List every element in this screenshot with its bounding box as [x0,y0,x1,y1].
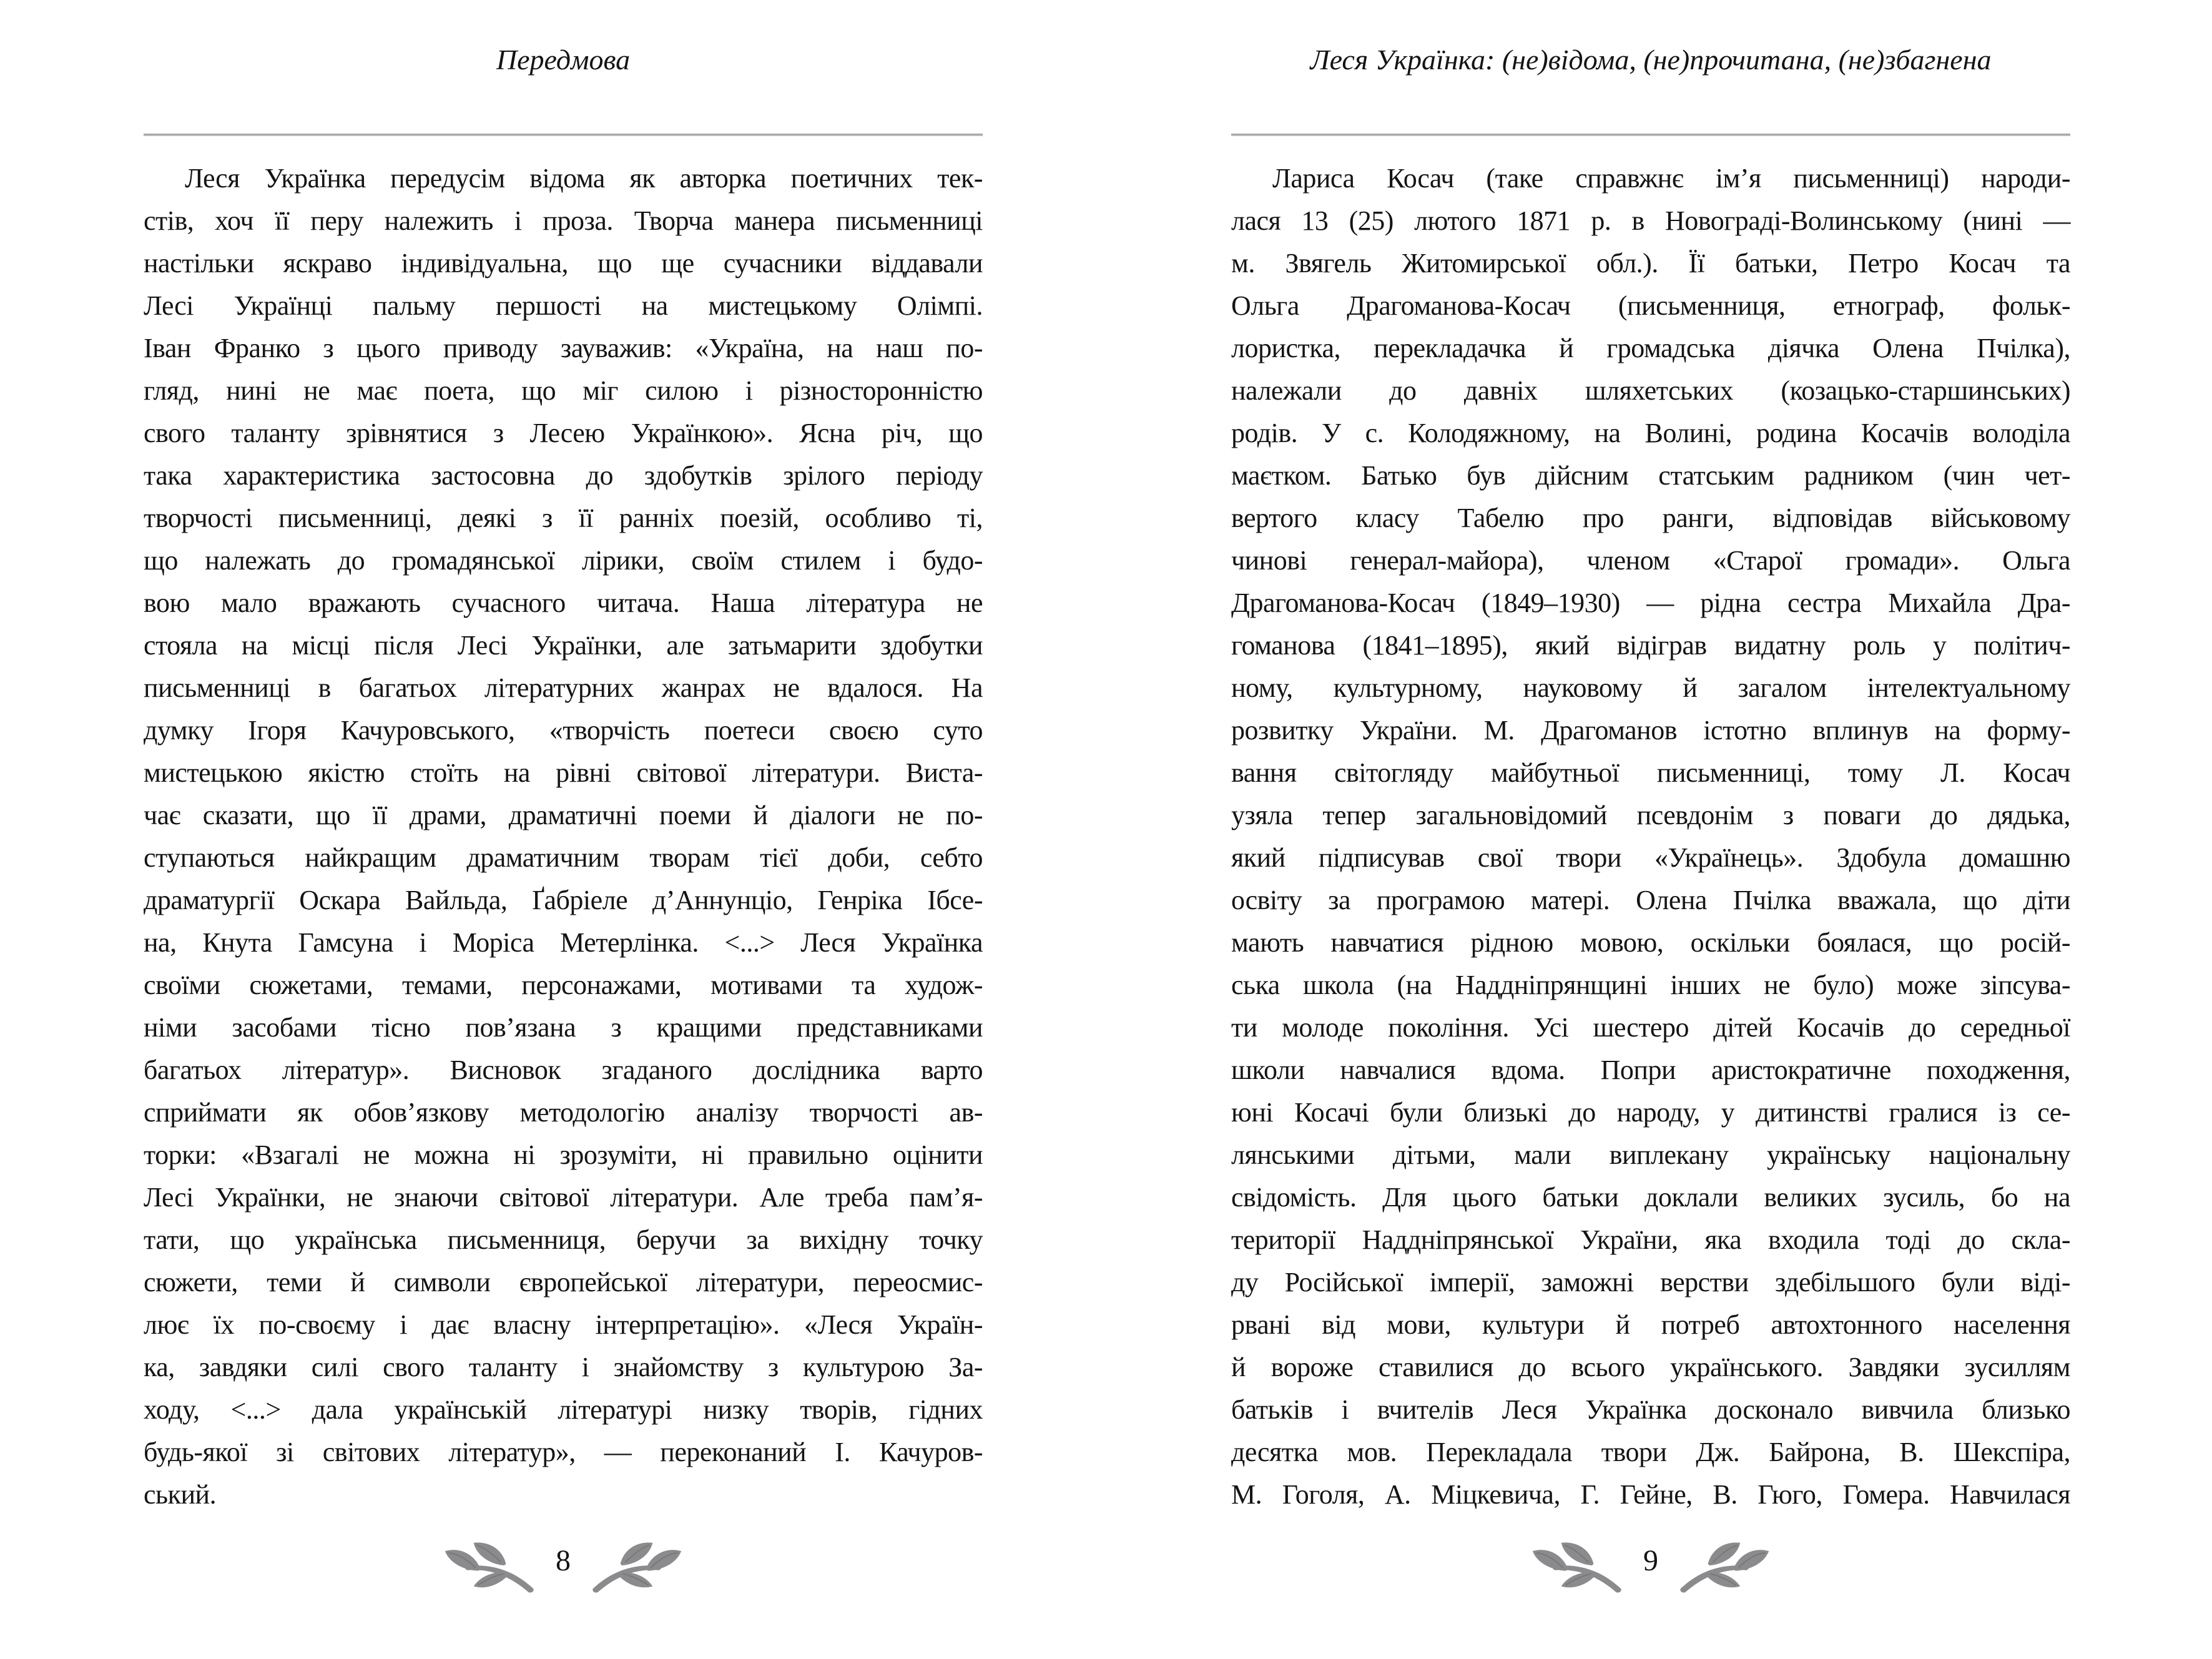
text-line: рвані від мови, культури й потреб автохтонного населення [1231,1309,2070,1340]
text-line: М. Гоголя, А. Міцкевича, Г. Гейне, В. Гюго, Гомера. Навчилася [1231,1479,2070,1510]
right-page-footer [1231,1524,2070,1611]
text-line: письменниці в багатьох літературних жанрах не вдалося. На [144,672,983,703]
text-line: Ольга Драгоманова-Косач (письменниця, етнограф, фольк- [1231,290,2070,321]
text-line: багатьох літератур». Висновок згаданого дослідника варто [144,1055,983,1085]
left-page-text [144,157,983,1516]
text-line: й вороже ставилися до всього українського. Завдяки зусиллям [1231,1352,2070,1382]
text-line: узяла тепер загальновідомий псевдонім з поваги до дядька, [1231,800,2070,830]
text-line: ський. [144,1479,217,1510]
text-line: німи засобами тісно пов’язана з кращими представниками [144,1012,983,1043]
text-line: торки: «Взагалі не можна ні зрозуміти, ні правильно оцінити [144,1140,983,1170]
text-line: школи навчалися вдома. Попри аристократичне походження, [1231,1055,2070,1085]
text-line: ка, завдяки силі свого таланту і знайомству з культурою За- [144,1352,983,1382]
text-line: свідомість. Для цього батьки доклали великих зусиль, бо на [1231,1182,2070,1213]
text-line: ти молоде покоління. Усі шестеро дітей Косачів до середньої [1231,1012,2070,1043]
left-header-rule [144,134,983,136]
laurel-branch-icon [1517,1537,1625,1597]
text-line: гоманова (1841–1895), який відіграв видатну роль у політич- [1231,630,2070,661]
right-page-text [1231,157,2070,1516]
text-line: ходу, <...> дала українській літературі низку творів, гідних [144,1394,983,1425]
text-line: м. Звягель Житомирської обл.). Її батьки, Петро Косач та [1231,248,2070,278]
text-line: ська школа (на Наддніпрянщині інших не було) може зіпсува- [1231,970,2070,1000]
text-line: розвитку України. М. Драгоманов істотно вплинув на форму- [1231,715,2070,746]
text-line: сприймати як обов’язкову методологію аналізу творчості ав- [144,1097,983,1128]
left-page-number: 8 [556,1544,571,1577]
right-page-number: 9 [1643,1544,1658,1577]
text-line: своїми сюжетами, темами, персонажами, мотивами та худож- [144,970,983,1000]
text-line: мають навчатися рідною мовою, оскільки боялася, що росій- [1231,927,2070,958]
text-line: родів. У с. Колодяжному, на Волині, родина Косачів володіла [1231,418,2070,448]
text-line: думку Ігоря Качуровського, «творчість поетеси своєю суто [144,715,983,746]
left-page [144,0,983,1659]
text-line: стів, хоч її перу належить і проза. Творча манера письменниці [144,205,983,236]
text-line: на, Кнута Гамсуна і Моріса Метерлінка. <...> Леся Українка [144,927,983,958]
text-line: Лесі Українки, не знаючи світової літератури. Але треба пам’я- [144,1182,983,1213]
text-line: ному, культурному, науковому й загалом інтелектуальному [1231,672,2070,703]
text-line: юні Косачі були близькі до народу, у дитинстві гралися із се- [1231,1097,2070,1128]
text-line: належали до давніх шляхетських (козацько-старшинських) [1231,375,2070,406]
text-line: сюжети, теми й символи європейської літератури, переосмис- [144,1267,983,1297]
text-line: лася 13 (25) лютого 1871 р. в Новограді-Волинському (нині — [1231,205,2070,236]
text-line: драматургії Оскара Вайльда, Ґабріеле д’Аннунціо, Генріка Ібсе- [144,885,983,915]
text-line: лює їх по-своєму і дає власну інтерпретацію». «Леся Україн- [144,1309,983,1340]
text-line: тати, що українська письменниця, беручи за вихідну точку [144,1224,983,1255]
text-line: ду Російської імперії, заможні верстви здебільшого були віді- [1231,1267,2070,1297]
text-line: ступаються найкращим драматичним творам тієї доби, себто [144,842,983,873]
text-line: гляд, нині не має поета, що міг силою і різносторонністю [144,375,983,406]
text-line: вання світогляду майбутньої письменниці, тому Л. Косач [1231,757,2070,788]
right-running-header: Леся Українка: (не)відома, (не)прочитана, (не)збагнена [1310,44,1992,76]
text-line: Лесі Українці пальму першості на мистецькому Олімпі. [144,290,983,321]
text-line: Леся Українка передусім відома як авторка поетичних тек- [185,163,983,194]
text-line: така характеристика застосовна до здобутків зрілого періоду [144,460,983,491]
text-line: мистецькою якістю стоїть на рівні світової літератури. Виста- [144,757,983,788]
text-line: свого таланту зрівнятися з Лесею Українкою». Ясна річ, що [144,418,983,448]
right-page [1231,0,2070,1659]
text-line: батьків і вчителів Леся Українка досконало вивчила близько [1231,1394,2070,1425]
laurel-branch-icon [589,1537,697,1597]
text-line: настільки яскраво індивідуальна, що ще сучасники віддавали [144,248,983,278]
text-line: що належать до громадянської лірики, своїм стилем і будо- [144,545,983,576]
text-line: вою мало вражають сучасного читача. Наша література не [144,588,983,618]
left-running-header: Передмова [496,44,631,76]
text-line: Іван Франко з цього приводу зауважив: «Україна, на наш по- [144,333,983,363]
text-line: Драгоманова-Косач (1849–1930) — рідна сестра Михайла Дра- [1231,588,2070,618]
text-line: території Наддніпрянської України, яка входила тоді до скла- [1231,1224,2070,1255]
text-line: чає сказати, що її драми, драматичні поеми й діалоги не по- [144,800,983,830]
text-line: вертого класу Табелю про ранги, відповідав військовому [1231,503,2070,533]
right-header-rule [1231,134,2070,136]
text-line: стояла на місці після Лесі Українки, але затьмарити здобутки [144,630,983,661]
text-line: чинові генерал-майора), членом «Старої громади». Ольга [1231,545,2070,576]
text-line: Лариса Косач (таке справжнє ім’я письменниці) народи- [1272,163,2070,194]
left-page-footer [144,1524,983,1611]
text-line: який підписував свої твори «Українець». Здобула домашню [1231,842,2070,873]
text-line: лористка, перекладачка й громадська діячка Олена Пчілка), [1231,333,2070,363]
laurel-branch-icon [1677,1537,1784,1597]
text-line: творчості письменниці, деякі з її ранніх поезій, особливо ті, [144,503,983,533]
text-line: будь-якої зі світових літератур», — переконаний І. Качуров- [144,1437,983,1467]
text-line: лянськими дітьми, мали виплекану українську національну [1231,1140,2070,1170]
text-line: освіту за програмою матері. Олена Пчілка вважала, що діти [1231,885,2070,915]
text-line: маєтком. Батько був дійсним статським радником (чин чет- [1231,460,2070,491]
text-line: десятка мов. Перекладала твори Дж. Байрона, В. Шекспіра, [1231,1437,2070,1467]
laurel-branch-icon [430,1537,537,1597]
